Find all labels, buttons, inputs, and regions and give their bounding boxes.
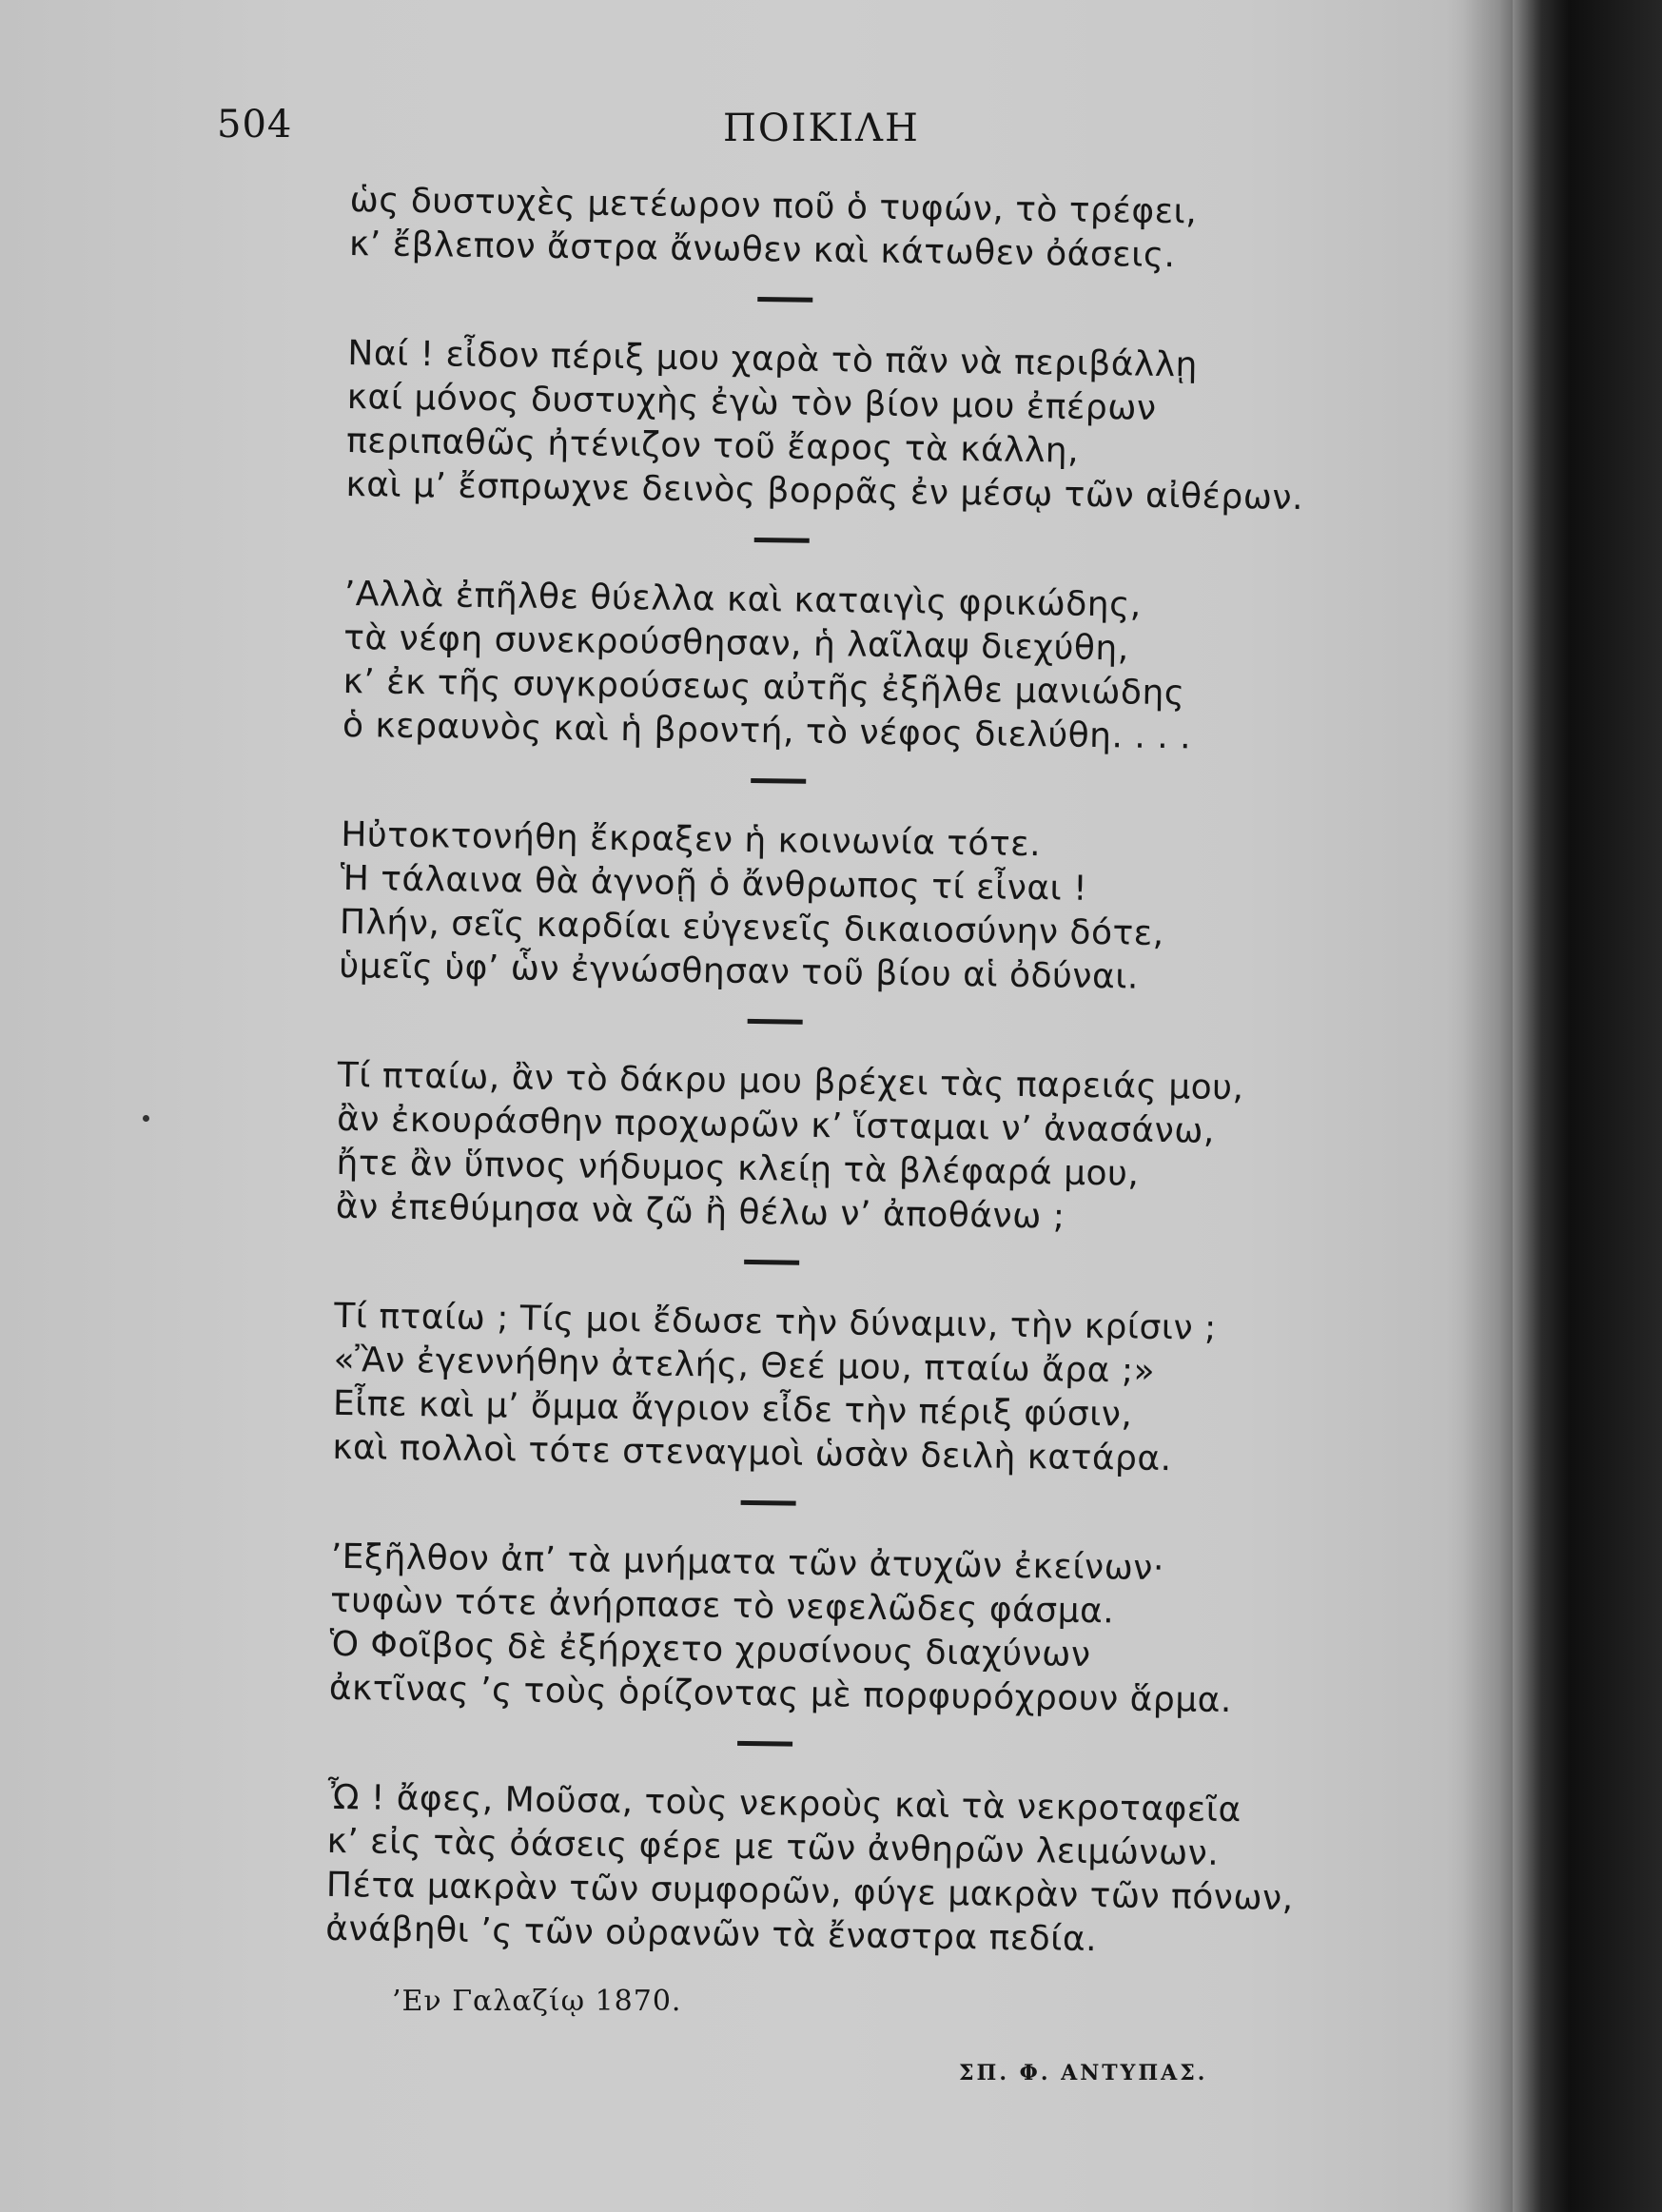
author-signature: ΣΠ. Φ. ΑΝΤΥΠΑΣ. bbox=[959, 2061, 1208, 2085]
stanza-divider bbox=[748, 1019, 803, 1025]
poem-line: Ἡ τάλαινα θὰ ἀγνοῇ ὁ ἄνθρωπος τί εἶναι ! bbox=[340, 858, 1088, 909]
ink-speck bbox=[143, 1115, 149, 1122]
poem-line: ἂν ἐπεθύμησα νὰ ζῶ ἢ θέλω ν’ ἀποθάνω ; bbox=[335, 1186, 1066, 1237]
stanza-divider bbox=[757, 297, 812, 303]
stanza-1 bbox=[349, 179, 1435, 282]
stanza-5 bbox=[336, 1054, 1422, 1244]
poem-line: ’Αλλὰ ἐπῆλθε θύελλα καὶ καταιγὶς φρικώδης, bbox=[343, 574, 1142, 625]
stanza-7 bbox=[329, 1536, 1416, 1726]
poem-line: ἤτε ἂν ὕπνος νήδυμος κλείῃ τὰ βλέφαρά μου, bbox=[336, 1143, 1140, 1194]
poem-line: Ναί ! εἶδον πέριξ μου χαρὰ τὸ πᾶν νὰ περιβάλλῃ bbox=[347, 333, 1199, 385]
poem-line: κ’ εἰς τὰς ὀάσεις φέρε με τῶν ἀνθηρῶν λειμώνων. bbox=[326, 1821, 1220, 1873]
poem-line: Τί πταίω, ἂν τὸ δάκρυ μου βρέχει τὰς παρειάς μου, bbox=[337, 1055, 1244, 1108]
poem-line: ἀνάβηθι ’ς τῶν οὐρανῶν τὰ ἔναστρα πεδία. bbox=[325, 1909, 1098, 1960]
stanza-6 bbox=[332, 1295, 1418, 1485]
poem-line: Ὦ ! ἄφες, Μοῦσα, τοὺς νεκροὺς καὶ τὰ νεκροταφεῖα bbox=[326, 1777, 1242, 1830]
poem-line: Ὁ Φοῖβος δὲ ἐξήρχετο χρυσίνους διαχύνων bbox=[329, 1624, 1091, 1675]
poem-line: ἂν ἐκουράσθην προχωρῶν κ’ ἵσταμαι ν’ ἀνασάνω, bbox=[336, 1099, 1216, 1151]
poem-line: Πλήν, σεῖς καρδίαι εὐγενεῖς δικαιοσύνην δότε, bbox=[339, 902, 1164, 954]
dateline: ’Εν Γαλαζίῳ 1870. bbox=[392, 1985, 682, 2018]
poem-line: ἀκτῖνας ’ς τοὺς ὁρίζοντας μὲ πορφυρόχρουν ἅρμα. bbox=[328, 1668, 1233, 1721]
poem-line: ’Εξῆλθον ἀπ’ τὰ μνήματα τῶν ἀτυχῶν ἐκείνων· bbox=[330, 1537, 1165, 1589]
poem-line: τὰ νέφη συνεκρούσθησαν, ἡ λαῖλαψ διεχύθη, bbox=[342, 617, 1130, 669]
poem-line: καὶ μ’ ἔσπρωχνε δεινὸς βορρᾶς ἐν μέσῳ τῶν αἰθέρων. bbox=[345, 464, 1304, 519]
stanza-2 bbox=[345, 332, 1432, 522]
stanza-divider bbox=[737, 1741, 792, 1747]
page-number: 504 bbox=[217, 103, 293, 147]
poem-line: Τί πταίω ; Τίς μοι ἔδωσε τὴν δύναμιν, τὴν κρίσιν ; bbox=[334, 1296, 1217, 1348]
poem-line: κ’ ἔβλεπον ἄστρα ἄνωθεν καὶ κάτωθεν ὀάσεις. bbox=[348, 224, 1176, 276]
gutter-shadow bbox=[1446, 0, 1522, 2212]
poem-line: ὑμεῖς ὑφ’ ὧν ἐγνώσθησαν τοῦ βίου αἱ ὀδύναι. bbox=[339, 946, 1140, 997]
book-spine bbox=[1513, 0, 1662, 2212]
stanza-3 bbox=[342, 573, 1429, 763]
running-head: ΠΟΙΚΙΛΗ bbox=[723, 107, 920, 150]
poem-line: Πέτα μακρὰν τῶν συμφορῶν, φύγε μακρὰν τῶν πόνων, bbox=[325, 1865, 1294, 1919]
stanza-4 bbox=[339, 813, 1425, 1004]
poem-line: «Ἂν ἐγεννήθην ἀτελής, Θεέ μου, πταίω ἄρα ;» bbox=[333, 1340, 1156, 1391]
poem-line: τυφὼν τότε ἀνήρπασε τὸ νεφελῶδες φάσμα. bbox=[329, 1580, 1115, 1632]
stanza-divider bbox=[744, 1260, 799, 1265]
stanza-divider bbox=[751, 778, 806, 784]
stanza-divider bbox=[754, 538, 810, 543]
poem-line: καί μόνος δυστυχὴς ἐγὼ τὸν βίον μου ἐπέρων bbox=[346, 377, 1157, 428]
poem-line: ὁ κεραυνὸς καὶ ἡ βροντή, τὸ νέφος διελύθη. . . . bbox=[342, 705, 1192, 757]
poem-line: ὡς δυστυχὲς μετέωρον ποῦ ὁ τυφών, τὸ τρέφει, bbox=[349, 180, 1198, 232]
stanza-divider bbox=[741, 1500, 796, 1506]
poem-line: Εἶπε καὶ μ’ ὄμμα ἄγριον εἶδε τὴν πέριξ φύσιν, bbox=[332, 1383, 1133, 1435]
poem-line: καὶ πολλοὶ τότε στεναγμοὶ ὡσὰν δειλὴ κατάρα. bbox=[332, 1427, 1172, 1479]
poem-line: κ’ ἐκ τῆς συγκρούσεως αὐτῆς ἐξῆλθε μανιώδης bbox=[342, 661, 1185, 714]
poem-line: περιπαθῶς ἠτένιζον τοῦ ἔαρος τὰ κάλλη, bbox=[345, 421, 1080, 471]
stanza-8 bbox=[325, 1776, 1412, 1967]
poem-line: Ηὐτοκτονήθη ἔκραξεν ἡ κοινωνία τότε. bbox=[341, 814, 1042, 865]
poem-body bbox=[325, 179, 1435, 1967]
